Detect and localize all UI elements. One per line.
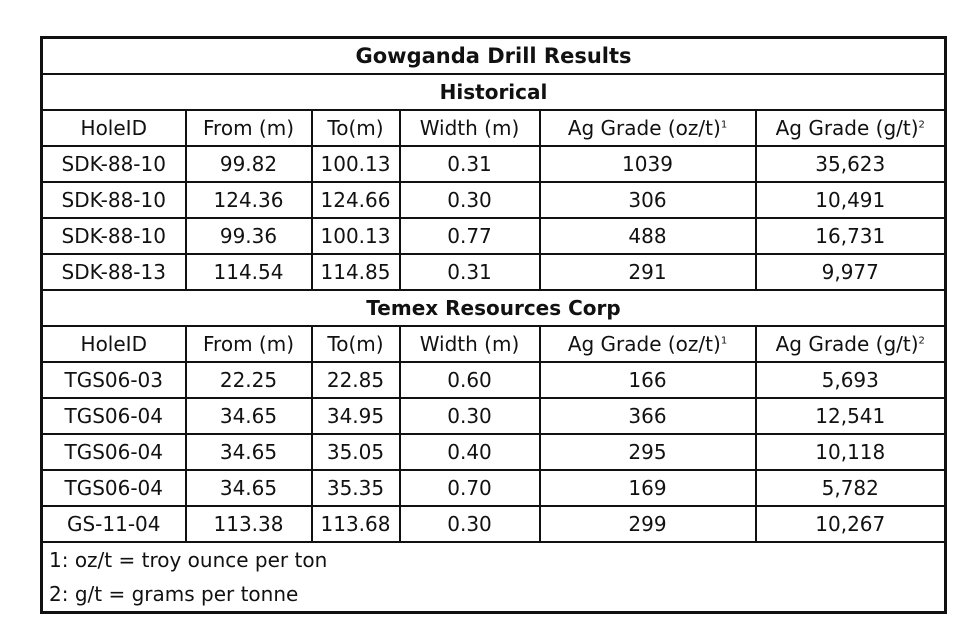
table-cell: 1039: [540, 146, 756, 182]
footnote: 2: g/t = grams per tonne: [42, 577, 946, 613]
column-header: [186, 110, 312, 146]
table-cell: SDK-88-10: [42, 182, 186, 218]
footnote-row: [42, 542, 946, 577]
table-row: [42, 146, 946, 182]
column-header: [42, 326, 186, 362]
section-title: Historical: [42, 74, 946, 110]
table-cell: 34.65: [186, 434, 312, 470]
column-header-label: HoleID: [80, 332, 147, 356]
table-row: [42, 506, 946, 542]
table-cell: SDK-88-10: [42, 218, 186, 254]
header-row: [42, 326, 946, 362]
table-cell: 22.85: [312, 362, 400, 398]
column-header: [400, 110, 540, 146]
table-cell: 0.30: [400, 506, 540, 542]
table-cell: 35.05: [312, 434, 400, 470]
footnote-marker: 1: [720, 335, 728, 347]
footnote-marker: 1: [720, 119, 728, 131]
table-cell: 488: [540, 218, 756, 254]
table-cell: 5,782: [756, 470, 946, 506]
table-row: [42, 470, 946, 506]
column-header-label: To(m): [327, 116, 384, 140]
table-row: [42, 434, 946, 470]
table-cell: 114.85: [312, 254, 400, 290]
table-cell: 0.31: [400, 146, 540, 182]
table-cell: 100.13: [312, 218, 400, 254]
column-header-label: Width (m): [419, 332, 520, 356]
table-cell: 35.35: [312, 470, 400, 506]
table-cell: 10,267: [756, 506, 946, 542]
footnote-marker: 2: [918, 119, 925, 131]
table-cell: SDK-88-13: [42, 254, 186, 290]
table-cell: 9,977: [756, 254, 946, 290]
table-cell: TGS06-03: [42, 362, 186, 398]
column-header-label: Width (m): [419, 116, 520, 140]
table-row: [42, 182, 946, 218]
column-header: [540, 326, 756, 362]
column-header: [312, 110, 400, 146]
table-cell: 99.82: [186, 146, 312, 182]
footnote: 1: oz/t = troy ounce per ton: [42, 542, 946, 577]
column-header: [540, 110, 756, 146]
table-cell: 306: [540, 182, 756, 218]
table-cell: 299: [540, 506, 756, 542]
table-cell: 0.40: [400, 434, 540, 470]
table-cell: 22.25: [186, 362, 312, 398]
column-header-label: Ag Grade (g/t): [775, 116, 919, 140]
table-cell: 0.77: [400, 218, 540, 254]
table-cell: 166: [540, 362, 756, 398]
column-header-label: HoleID: [80, 116, 147, 140]
table-cell: 291: [540, 254, 756, 290]
drill-results-table: [40, 36, 947, 614]
table-cell: GS-11-04: [42, 506, 186, 542]
table-cell: 366: [540, 398, 756, 434]
column-header-label: From (m): [203, 332, 294, 356]
table-cell: TGS06-04: [42, 398, 186, 434]
table-cell: 0.30: [400, 182, 540, 218]
table-cell: 113.68: [312, 506, 400, 542]
column-header-label: Ag Grade (oz/t): [567, 116, 721, 140]
table-cell: 0.70: [400, 470, 540, 506]
column-header: [186, 326, 312, 362]
column-header: [756, 110, 946, 146]
section-row: [42, 290, 946, 326]
footnote-row: [42, 577, 946, 613]
column-header-label: Ag Grade (oz/t): [567, 332, 721, 356]
table-row: [42, 254, 946, 290]
table-row: [42, 362, 946, 398]
table-cell: 34.95: [312, 398, 400, 434]
table-cell: 35,623: [756, 146, 946, 182]
table-row: [42, 218, 946, 254]
table-cell: 34.65: [186, 470, 312, 506]
table-cell: 34.65: [186, 398, 312, 434]
table-cell: TGS06-04: [42, 470, 186, 506]
table-cell: 100.13: [312, 146, 400, 182]
section-title: Temex Resources Corp: [42, 290, 946, 326]
table-cell: 99.36: [186, 218, 312, 254]
column-header-label: Ag Grade (g/t): [775, 332, 919, 356]
table-cell: 10,491: [756, 182, 946, 218]
column-header: [312, 326, 400, 362]
section-row: [42, 74, 946, 110]
table-cell: 124.36: [186, 182, 312, 218]
table-cell: 113.38: [186, 506, 312, 542]
table-cell: 0.30: [400, 398, 540, 434]
column-header-label: From (m): [203, 116, 294, 140]
column-header-label: To(m): [327, 332, 384, 356]
header-row: [42, 110, 946, 146]
footnote-marker: 2: [918, 335, 925, 347]
table-cell: 0.31: [400, 254, 540, 290]
table-cell: 5,693: [756, 362, 946, 398]
drill-results-table-container: [40, 36, 944, 606]
table-cell: 295: [540, 434, 756, 470]
table-cell: SDK-88-10: [42, 146, 186, 182]
table-cell: 114.54: [186, 254, 312, 290]
table-cell: 12,541: [756, 398, 946, 434]
column-header: [400, 326, 540, 362]
table-cell: 0.60: [400, 362, 540, 398]
column-header: [756, 326, 946, 362]
column-header: [42, 110, 186, 146]
table-cell: 124.66: [312, 182, 400, 218]
table-cell: 16,731: [756, 218, 946, 254]
table-cell: 10,118: [756, 434, 946, 470]
table-row: [42, 398, 946, 434]
table-cell: 169: [540, 470, 756, 506]
title-row: [42, 38, 946, 75]
table-title: Gowganda Drill Results: [42, 38, 946, 75]
table-cell: TGS06-04: [42, 434, 186, 470]
